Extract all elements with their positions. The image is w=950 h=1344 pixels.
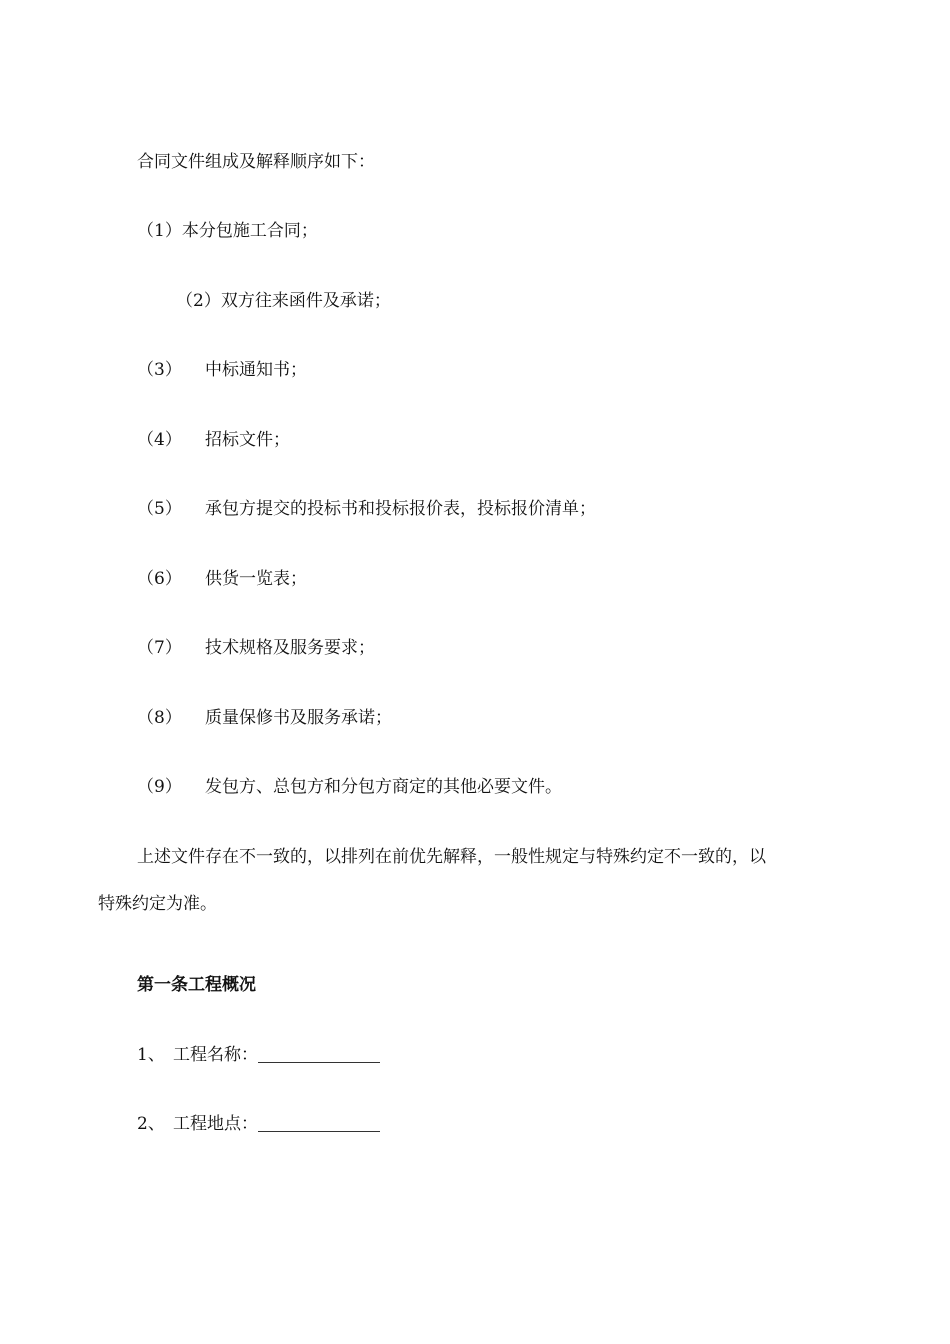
list-item-1 — [137, 219, 318, 243]
item-text: 招标文件； — [205, 430, 290, 450]
field-label: 工程名称： — [173, 1045, 258, 1065]
item-text: 承包方提交的投标书和投标报价表，投标报价清单； — [205, 499, 596, 519]
item-number: （2） — [176, 291, 221, 311]
list-item-7 — [137, 636, 375, 660]
item-number: （8） — [137, 708, 182, 728]
item-number: （3） — [137, 360, 182, 380]
blank-underline — [258, 1044, 380, 1063]
item-text: 本分包施工合同； — [181, 221, 318, 241]
list-item-3 — [137, 358, 307, 382]
item-number: （4） — [137, 430, 182, 450]
list-item-2 — [176, 289, 391, 313]
item-text: 供货一览表； — [205, 569, 307, 589]
item-text: 技术规格及服务要求； — [205, 638, 375, 658]
blank-underline — [258, 1113, 380, 1132]
item-number: （9） — [137, 777, 182, 797]
field-project-name — [137, 1043, 380, 1067]
item-text: 中标通知书； — [205, 360, 307, 380]
paragraph-line-1: 上述文件存在不一致的，以排列在前优先解释，一般性规定与特殊约定不一致的，以 — [137, 847, 766, 867]
field-project-location — [137, 1112, 380, 1136]
item-text: 发包方、总包方和分包方商定的其他必要文件。 — [205, 777, 562, 797]
intro-text: 合同文件组成及解释顺序如下： — [137, 152, 375, 172]
item-number: （6） — [137, 569, 182, 589]
list-item-5 — [137, 497, 596, 521]
item-text: 质量保修书及服务承诺； — [205, 708, 392, 728]
list-item-8 — [137, 706, 392, 730]
item-number: （5） — [137, 499, 182, 519]
list-item-4 — [137, 428, 290, 452]
item-text: 双方往来函件及承诺； — [220, 291, 391, 311]
item-number: （7） — [137, 638, 182, 658]
field-label: 工程地点： — [173, 1114, 258, 1134]
list-item-6 — [137, 567, 307, 591]
paragraph-line-2: 特殊约定为准。 — [98, 894, 217, 914]
list-item-9 — [137, 775, 562, 799]
item-number: （1） — [137, 221, 182, 241]
article-heading: 第一条工程概况 — [137, 975, 256, 995]
field-number: 1、 — [137, 1045, 165, 1065]
field-number: 2、 — [137, 1114, 165, 1134]
